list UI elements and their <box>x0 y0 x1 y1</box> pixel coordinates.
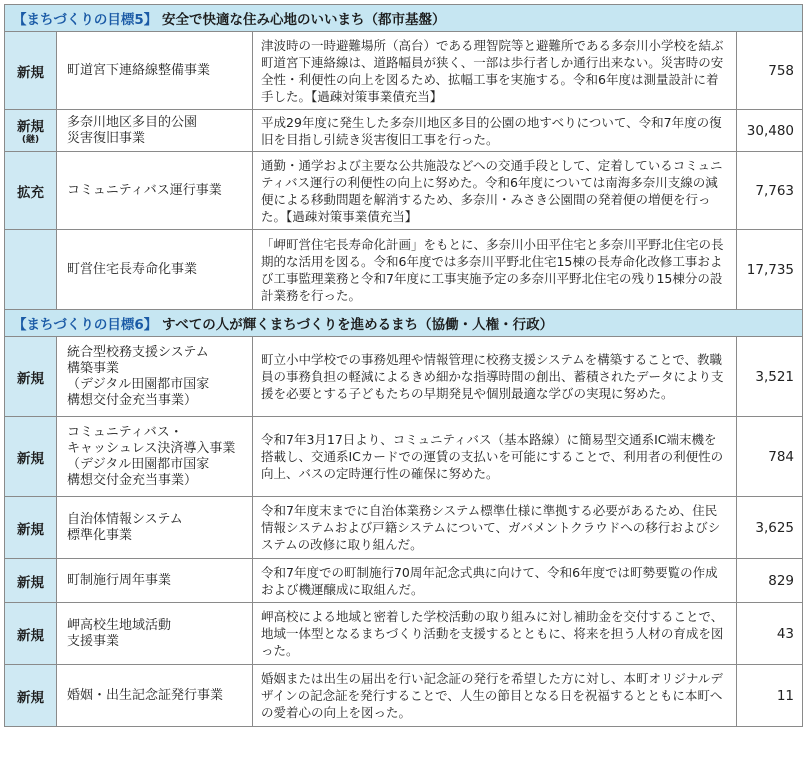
table-row <box>5 665 803 727</box>
project-name: コミュニティバス・ キャッシュレス決済導入事業 （デジタル田園都市国家 構想交付金充当事業） <box>57 417 253 497</box>
table-row <box>5 497 803 559</box>
project-amount: 829 <box>737 559 803 603</box>
project-amount: 3,625 <box>737 497 803 559</box>
section-badge: 【まちづくりの目標5】 <box>13 12 158 28</box>
project-amount: 43 <box>737 603 803 665</box>
project-description: 令和7年度での町制施行70周年記念式典に向けて、令和6年度では町勢要覧の作成および機運醸成に取組んだ。 <box>253 559 737 603</box>
projects-table <box>4 4 803 727</box>
table-row <box>5 110 803 152</box>
project-amount: 11 <box>737 665 803 727</box>
row-tag: 拡充 <box>5 152 57 230</box>
row-tag: 新規 (継) <box>5 110 57 152</box>
row-tag: 新規 <box>5 32 57 110</box>
project-description: 「岬町営住宅長寿命化計画」をもとに、多奈川小田平住宅と多奈川平野北住宅の長期的な活用を図る。令和6年度では多奈川平野北住宅15棟の長寿命化改修工事および工事監理業務と令和7年度に工事実施予定の多奈川平野北住宅の残り15棟分の設計業務を行った。 <box>253 230 737 310</box>
table-row <box>5 230 803 310</box>
row-tag: 新規 <box>5 497 57 559</box>
section-title-cell <box>5 5 803 32</box>
row-tag-sub: (継) <box>21 135 40 145</box>
project-amount: 7,763 <box>737 152 803 230</box>
project-description: 平成29年度に発生した多奈川地区多目的公園の地すべりについて、令和7年度の復旧を目指し引続き災害復旧工事を行った。 <box>253 110 737 152</box>
table-row <box>5 603 803 665</box>
project-description: 令和7年度末までに自治体業務システム標準仕様に準拠する必要があるため、住民情報システムおよび戸籍システムについて、ガバメントクラウドへの移行およびシステムの改修に取り組んだ。 <box>253 497 737 559</box>
section-title-cell <box>5 310 803 337</box>
project-amount: 17,735 <box>737 230 803 310</box>
table-row <box>5 337 803 417</box>
project-description: 津波時の一時避難場所（高台）である理智院等と避難所である多奈川小学校を結ぶ町道宮下連絡線は、道路幅員が狭く、一部は歩行者しか通行出来ない。災害時の安全性・利便性の向上を図るため、拡幅工事を実施する。令和6年度は測量設計に着手した。【過疎対策事業債充当】 <box>253 32 737 110</box>
project-name: 自治体情報システム 標準化事業 <box>57 497 253 559</box>
project-name: 統合型校務支援システム 構築事業 （デジタル田園都市国家 構想交付金充当事業） <box>57 337 253 417</box>
project-name: コミュニティバス運行事業 <box>57 152 253 230</box>
project-name: 岬高校生地域活動 支援事業 <box>57 603 253 665</box>
section-header <box>5 310 803 337</box>
project-amount: 3,521 <box>737 337 803 417</box>
project-description: 通勤・通学および主要な公共施設などへの交通手段として、定着しているコミュニティバス運行の利便性の向上に努めた。令和6年度については南海多奈川支線の減便による移動問題を解消するため、多奈川・みさき公園間の発着便の増便を行った。【過疎対策事業債充当】 <box>253 152 737 230</box>
project-name: 町制施行周年事業 <box>57 559 253 603</box>
section-title: 安全で快適な住み心地のいいまち（都市基盤） <box>161 12 446 28</box>
project-name: 町道宮下連絡線整備事業 <box>57 32 253 110</box>
row-tag: 新規 <box>5 417 57 497</box>
section-header <box>5 5 803 32</box>
project-amount: 30,480 <box>737 110 803 152</box>
row-tag: 新規 <box>5 603 57 665</box>
section-title: すべての人が輝くまちづくりを進めるまち（協働・人権・行政） <box>161 317 554 333</box>
project-description: 令和7年3月17日より、コミュニティバス（基本路線）に簡易型交通系IC端末機を搭載し、交通系ICカードでの運賃の支払いを可能にすることで、利用者の利便性の向上、バスの定時運行性の確保に努めた。 <box>253 417 737 497</box>
table-row <box>5 559 803 603</box>
row-tag: 新規 <box>5 559 57 603</box>
table-row <box>5 417 803 497</box>
row-tag: 新規 <box>5 337 57 417</box>
project-name: 多奈川地区多目的公園 災害復旧事業 <box>57 110 253 152</box>
project-name: 婚姻・出生記念証発行事業 <box>57 665 253 727</box>
section-badge: 【まちづくりの目標6】 <box>13 317 158 333</box>
project-description: 町立小中学校での事務処理や情報管理に校務支援システムを構築することで、教職員の事務負担の軽減によるきめ細かな指導時間の創出、蓄積されたデータにより支援を必要とする子どもたちの早期発見や個別最適な学びの実現に努めた。 <box>253 337 737 417</box>
row-tag: 新規 <box>5 665 57 727</box>
table-row <box>5 32 803 110</box>
table-row <box>5 152 803 230</box>
project-amount: 758 <box>737 32 803 110</box>
project-description: 婚姻または出生の届出を行い記念証の発行を希望した方に対し、本町オリジナルデザインの記念証を発行することで、人生の節目となる日を祝福するとともに本町への愛着心の向上を図った。 <box>253 665 737 727</box>
project-name: 町営住宅長寿命化事業 <box>57 230 253 310</box>
project-description: 岬高校による地域と密着した学校活動の取り組みに対し補助金を交付することで、地域一体型となるまちづくり活動を支援するとともに、将来を担う人材の育成を図った。 <box>253 603 737 665</box>
project-amount: 784 <box>737 417 803 497</box>
row-tag <box>5 230 57 310</box>
